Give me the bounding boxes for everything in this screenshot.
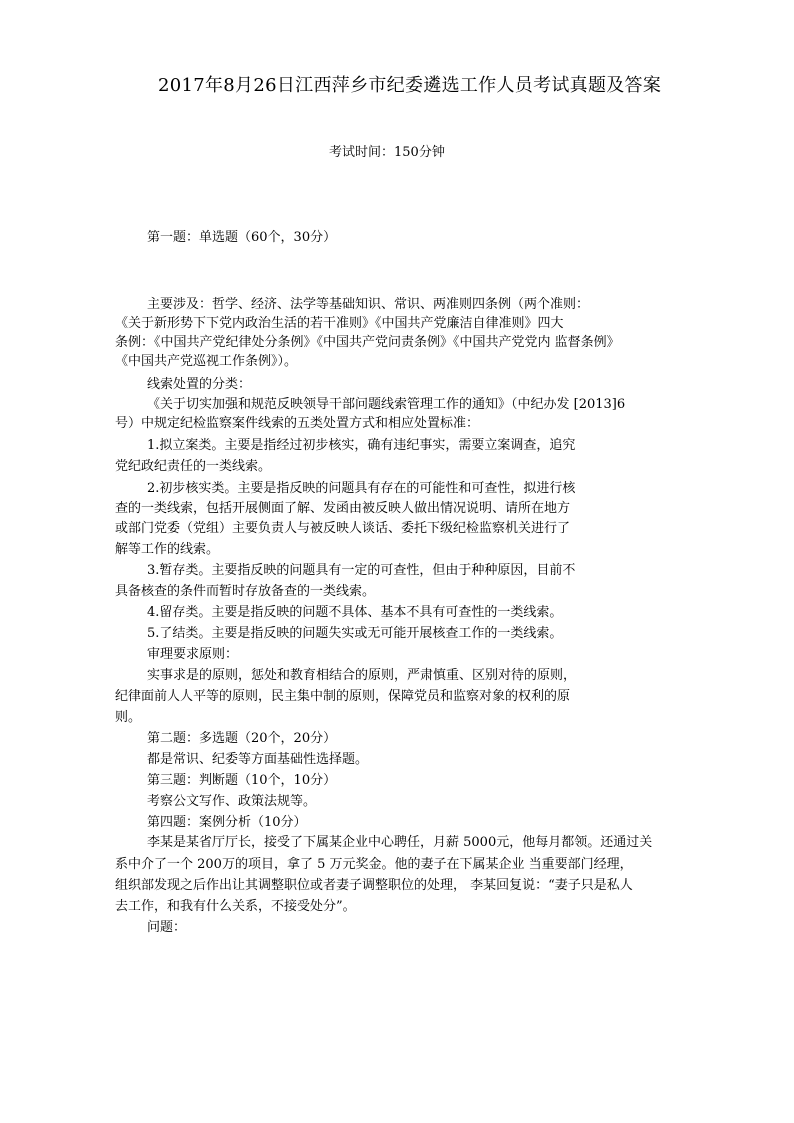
case-line: 组织部发现之后作出让其调整职位或者妻子调整职位的处理， 李某回复说：“妻子只是私人: [115, 878, 633, 893]
paragraph-line: 考察公文写作、政策法规等。: [147, 794, 317, 809]
list-item-continuation: 具备核查的条件而暂时存放备查的一类线索。: [115, 584, 376, 599]
list-item: 3.暂存类。主要指反映的问题具有一定的可查性，但由于种种原因，目前不: [147, 563, 576, 578]
document-title: 2017年8月26日江西萍乡市纪委遴选工作人员考试真题及答案: [158, 75, 662, 96]
paragraph-line: 则。: [115, 710, 142, 725]
section-heading-4: 第四题：案例分析（10分）: [147, 815, 307, 830]
list-item-continuation: 查的一类线索，包括开展侧面了解、发函由被反映人做出情况说明、请所在地方: [115, 501, 571, 516]
paragraph-line: 条例：《中国共产党纪律处分条例》《中国共产党问责条例》《中国共产党党内 监督条例》: [115, 335, 620, 350]
list-item: 2.初步核实类。主要是指反映的问题具有存在的可能性和可查性，拟进行核: [147, 481, 576, 496]
section-heading-3: 第三题：判断题（10个，10分）: [147, 773, 337, 788]
case-line: 去工作，和我有什么关系，不接受处分”。: [115, 899, 356, 914]
question-label: 问题：: [147, 920, 187, 935]
paragraph-line: 《中国共产党巡视工作条例》）。: [115, 354, 298, 369]
list-item-continuation: 或部门党委（党组）主要负责人与被反映人谈话、委托下级纪检监察机关进行了: [115, 521, 571, 536]
paragraph-line: 《关于新形势下下党内政治生活的若干准则》《中国共产党廉洁自律准则》四大: [115, 316, 564, 331]
paragraph-line: 主要涉及：哲学、经济、法学等基础知识、常识、两准则四条例（两个准则：: [147, 297, 590, 312]
paragraph-line: 实事求是的原则，惩处和教育相结合的原则，严肃慎重、区别对待的原则，: [147, 668, 577, 683]
list-item-continuation: 党纪政纪责任的一类线索。: [115, 459, 272, 474]
list-item: 4.留存类。主要是指反映的问题不具体、基本不具有可查性的一类线索。: [147, 605, 563, 620]
paragraph-line: 《关于切实加强和规范反映领导干部问题线索管理工作的通知》（中纪办发 [2013]6: [147, 397, 626, 412]
subheading-clue-classification: 线索处置的分类：: [147, 377, 252, 392]
paragraph-line: 纪律面前人人平等的原则，民主集中制的原则，保障党员和监察对象的权利的原: [115, 689, 571, 704]
section-heading-2: 第二题：多选题（20个，20分）: [147, 731, 337, 746]
list-item: 5.了结类。主要是指反映的问题失实或无可能开展核查工作的一类线索。: [147, 626, 563, 641]
exam-time: 考试时间：150分钟: [329, 145, 445, 160]
list-item: 1.拟立案类。主要是指经过初步核实，确有违纪事实，需要立案调查，追究: [147, 438, 576, 453]
list-item-continuation: 解等工作的线索。: [115, 542, 220, 557]
section-heading-1: 第一题：单选题（60个，30分）: [147, 230, 337, 245]
case-line: 李某是某省厅厅长，接受了下属某企业中心聘任，月薪 5000元，他每月都领。还通过关: [147, 835, 653, 850]
paragraph-line: 号）中规定纪检监察案件线索的五类处置方式和相应处置标准：: [115, 416, 480, 431]
case-line: 系中介了一个 200万的项目，拿了 5 万元奖金。他的妻子在下属某企业 当重要部门经理，: [115, 857, 633, 872]
paragraph-line: 都是常识、纪委等方面基础性选择题。: [147, 752, 369, 767]
subheading-review-principles: 审理要求原则：: [147, 647, 239, 662]
